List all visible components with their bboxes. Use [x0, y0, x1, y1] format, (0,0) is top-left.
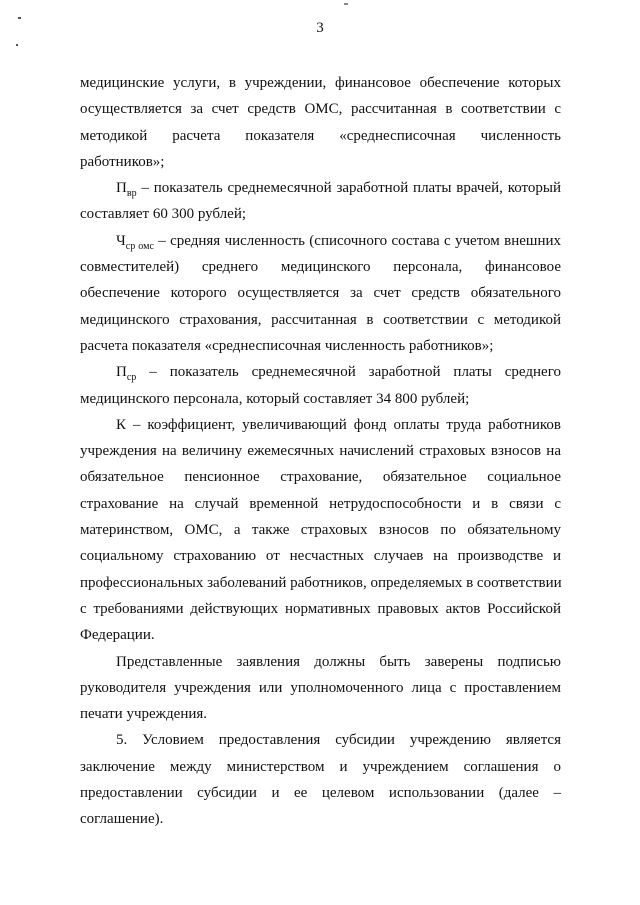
paragraph [80, 70, 561, 175]
scan-speck [18, 17, 21, 19]
text-line: учреждения на величину ежемесячных начислений страховых взносов на [80, 443, 561, 460]
text-line: с требованиями действующих нормативных правовых актов Российской [80, 600, 561, 617]
text-line: соглашение). [80, 811, 164, 828]
text-line: печати учреждения. [80, 706, 208, 723]
text-line: расчета показателя «среднесписочная численность работников»; [80, 337, 494, 354]
paragraph [80, 175, 561, 228]
paragraph [80, 727, 561, 832]
scan-speck [344, 3, 348, 5]
text-line: $П_{вр}$ – показатель среднемесячной заработной платы врачей, который [116, 180, 561, 200]
text-line: заключение между министерством и учреждением соглашения о [80, 758, 561, 775]
scan-speck [16, 44, 18, 46]
paragraph [80, 228, 561, 359]
text-line: работников»; [80, 153, 165, 170]
text-line: материнством, ОМС, а также страховых взносов по обязательному [80, 522, 561, 539]
text-line: социальному страхованию от несчастных случаев на производстве и [80, 548, 561, 565]
text-line: медицинского персонала, который составляет 34 800 рублей; [80, 390, 470, 407]
paragraph [80, 359, 561, 412]
text-line: руководителя учреждения или уполномоченного лица с проставлением [80, 679, 561, 696]
text-line: 5. Условием предоставления субсидии учреждению является [116, 732, 561, 749]
text-line: предоставлении субсидии и ее целевом использовании (далее – [80, 785, 561, 802]
text-line: Федерации. [80, 627, 155, 644]
text-line: $П_{ср}$ – показатель среднемесячной заработной платы среднего [116, 364, 561, 384]
text-line: $Ч_{ср омс}$ – средняя численность (списочного состава с учетом внешних [116, 232, 562, 252]
text-line: медицинские услуги, в учреждении, финансовое обеспечение которых [80, 75, 561, 91]
text-line: обязательное пенсионное страхование, обязательное социальное [80, 469, 561, 486]
text-line: составляет 60 300 рублей; [80, 206, 247, 223]
text-line: страхование на случай временной нетрудоспособности и в связи с [80, 495, 561, 512]
paragraph [80, 412, 561, 649]
paragraph [80, 649, 561, 728]
page-number: 3 [316, 20, 324, 36]
text-line: совместителей) среднего медицинского персонала, финансовое [80, 259, 561, 276]
document-body [80, 70, 561, 833]
text-line: Представленные заявления должны быть заверены подписью [116, 653, 561, 670]
text-line: профессиональных заболеваний работников, определяемых в соответствии [80, 574, 562, 591]
text-line: обеспечение которого осуществляется за счет средств обязательного [80, 285, 561, 302]
text-line: К – коэффициент, увеличивающий фонд оплаты труда работников [116, 416, 561, 433]
text-line: осуществляется за счет средств ОМС, рассчитанная в соответствии с [80, 101, 561, 118]
text-line: методикой расчета показателя «среднесписочная численность [80, 127, 561, 144]
text-line: медицинского страхования, рассчитанная в соответствии с методикой [80, 311, 561, 328]
